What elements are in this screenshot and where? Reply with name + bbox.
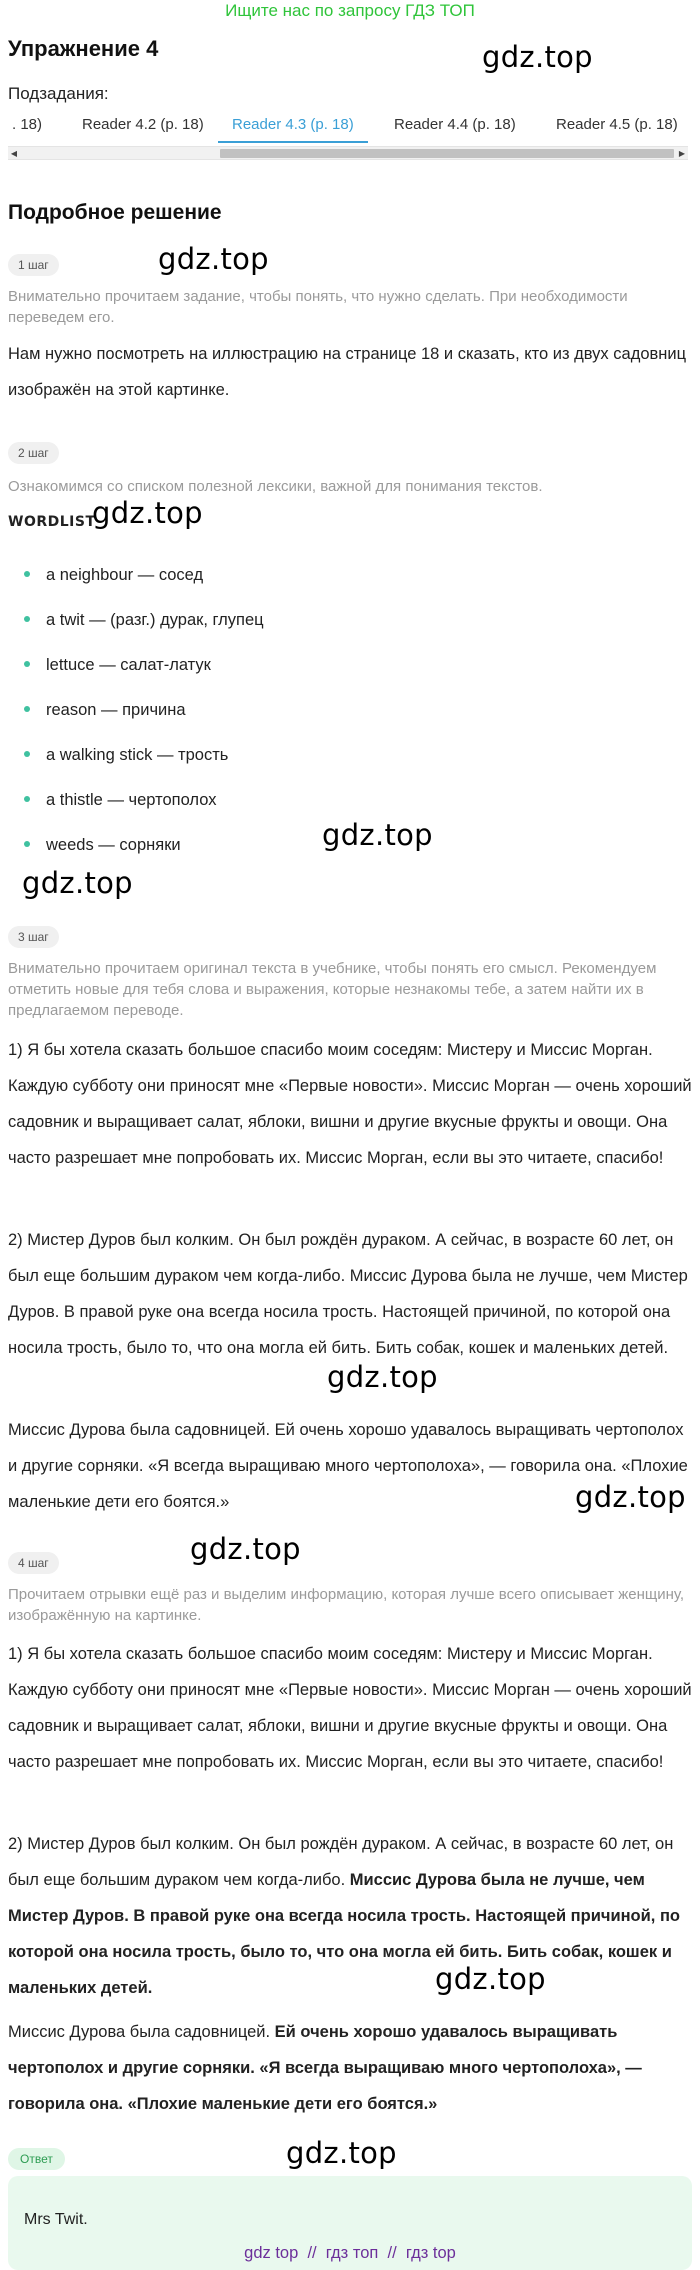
step-3-hint: Внимательно прочитаем оригинал текста в учебнике, чтобы понять его смысл. Рекомендуем отметить новые для тебя слова и выражения, которые незнакомы тебе, а затем найти их в предлагаемом переводе.: [8, 960, 657, 1019]
wordlist-item: a neighbour — сосед: [24, 566, 203, 585]
step-3-badge: 3 шаг: [8, 926, 59, 948]
step-3-paragraph-3: Миссис Дурова была садовницей. Ей очень хорошо удавалось выращивать чертополох и другие сорняки. «Я всегда выращиваю много чертополоха», — говорила она. «Плохие маленькие дети его боятся.»: [8, 1421, 688, 1511]
step-1-hint: Внимательно прочитаем задание, чтобы понять, что нужно сделать. При необходимости переведем его.: [8, 288, 628, 326]
footer-separator: //: [387, 2244, 397, 2262]
footer-links: [0, 2244, 700, 2263]
step-2-hint: Ознакомимся со списком полезной лексики, важной для понимания текстов.: [8, 478, 543, 495]
wordlist-item: a thistle — чертополох: [24, 791, 216, 810]
watermark: gdz.top: [22, 866, 133, 900]
subtasks-label: Подзадания:: [8, 84, 109, 103]
watermark: gdz.top: [575, 1480, 686, 1514]
step-1-text: Нам нужно посмотреть на иллюстрацию на странице 18 и сказать, кто из двух садовниц изображён на этой картинке.: [8, 345, 687, 399]
section-title: Подробное решение: [8, 201, 222, 224]
footer-separator: //: [307, 2244, 317, 2262]
answer-badge: Ответ: [8, 2148, 65, 2170]
step-2-badge: 2 шаг: [8, 442, 59, 464]
step-4-paragraph-2: 2) Мистер Дуров был колким. Он был рождён дураком. А сейчас, в возрасте 60 лет, он был еще большим дураком чем когда-либо. Миссис Дурова была не лучше, чем Мистер Дуров. В правой руке она всегда носила трость. Настоящей причиной, по которой она носила трость, было то, что она могла ей бить. Бить собак, кошек и маленьких детей.: [8, 1835, 680, 1997]
subtask-tabs: [0, 112, 700, 144]
step-4-paragraph-1: 1) Я бы хотела сказать большое спасибо моим соседям: Мистеру и Миссис Морган. Каждую субботу они приносят мне «Первые новости». Миссис Морган — очень хороший садовник и выращивает салат, яблоки, вишни и другие вкусные фрукты и овощи. Она часто разрешает мне попробовать их. Миссис Морган, если вы это читаете, спасибо!: [8, 1645, 692, 1771]
tab-reader-4-3[interactable]: Reader 4.3 (p. 18): [232, 116, 354, 133]
tabs-scrollbar[interactable]: [8, 146, 688, 160]
bullet-icon: [24, 661, 30, 667]
watermark: gdz.top: [190, 1532, 301, 1566]
bullet-icon: [24, 751, 30, 757]
tab-reader-4-1[interactable]: . 18): [12, 116, 43, 133]
wordlist-title: WORDLIST: [8, 514, 96, 530]
footer-link-gdz-top-mixed[interactable]: гдз top: [405, 2244, 456, 2262]
highlighted-text: Миссис Дурова была не лучше, чем Мистер Дуров. В правой руке она всегда носила трость. Настоящей причиной, по которой она носила трость, было то, что она могла ей бить. Бить собак, кошек и маленьких детей.: [8, 1871, 680, 1997]
bullet-icon: [24, 706, 30, 712]
step-3-paragraph-1: 1) Я бы хотела сказать большое спасибо моим соседям: Мистеру и Миссис Морган. Каждую субботу они приносят мне «Первые новости». Миссис Морган — очень хороший садовник и выращивает салат, яблоки, вишни и другие вкусные фрукты и овощи. Она часто разрешает мне попробовать их. Миссис Морган, если вы это читаете, спасибо!: [8, 1041, 692, 1167]
bullet-icon: [24, 841, 30, 847]
active-tab-indicator: [218, 141, 368, 143]
watermark: gdz.top: [92, 496, 203, 530]
step-4-hint: Прочитаем отрывки ещё раз и выделим информацию, которая лучше всего описывает женщину, изображённую на картинке.: [8, 1586, 685, 1624]
tab-reader-4-4[interactable]: Reader 4.4 (p. 18): [394, 116, 516, 133]
bullet-icon: [24, 616, 30, 622]
watermark: gdz.top: [286, 2136, 397, 2170]
watermark: gdz.top: [327, 1360, 438, 1394]
top-banner: Ищите нас по запросу ГДЗ ТОП: [225, 1, 475, 20]
footer-link-gdz-top-ru[interactable]: гдз топ: [325, 2244, 379, 2262]
wordlist-item: a walking stick — трость: [24, 746, 228, 765]
wordlist-item: weeds — сорняки: [24, 836, 181, 855]
watermark: gdz.top: [158, 242, 269, 276]
scrollbar-thumb[interactable]: [220, 149, 674, 158]
watermark: gdz.top: [435, 1962, 546, 1996]
answer-text: Mrs Twit.: [24, 2211, 88, 2228]
watermark: gdz.top: [322, 818, 433, 852]
wordlist-item: reason — причина: [24, 701, 186, 720]
step-3-paragraph-2: 2) Мистер Дуров был колким. Он был рождён дураком. А сейчас, в возрасте 60 лет, он был еще большим дураком чем когда-либо. Миссис Дурова была не лучше, чем Мистер Дуров. В правой руке она всегда носила трость. Настоящей причиной, по которой она носила трость, было то, что она могла ей бить. Бить собак, кошек и маленьких детей.: [8, 1231, 688, 1357]
step-4-badge: 4 шаг: [8, 1552, 59, 1574]
bullet-icon: [24, 796, 30, 802]
tab-reader-4-2[interactable]: Reader 4.2 (p. 18): [82, 116, 204, 133]
highlighted-text: Ей очень хорошо удавалось выращивать чертополох и другие сорняки. «Я всегда выращиваю много чертополоха», — говорила она. «Плохие маленькие дети его боятся.»: [8, 2023, 642, 2113]
watermark: gdz.top: [482, 40, 593, 74]
scroll-left-arrow-icon[interactable]: ◀: [10, 149, 18, 158]
page-title: Упражнение 4: [8, 36, 159, 61]
wordlist-item: lettuce — салат-латук: [24, 656, 211, 675]
step-4-paragraph-3: Миссис Дурова была садовницей. Ей очень хорошо удавалось выращивать чертополох и другие сорняки. «Я всегда выращиваю много чертополоха», — говорила она. «Плохие маленькие дети его боятся.»: [8, 2023, 642, 2113]
bullet-icon: [24, 571, 30, 577]
wordlist-item: a twit — (разг.) дурак, глупец: [24, 611, 264, 630]
footer-link-gdz-top[interactable]: gdz top: [244, 2244, 299, 2262]
tab-reader-4-5[interactable]: Reader 4.5 (p. 18): [556, 116, 678, 133]
step-1-badge: 1 шаг: [8, 254, 59, 276]
scroll-right-arrow-icon[interactable]: ▶: [678, 149, 686, 158]
